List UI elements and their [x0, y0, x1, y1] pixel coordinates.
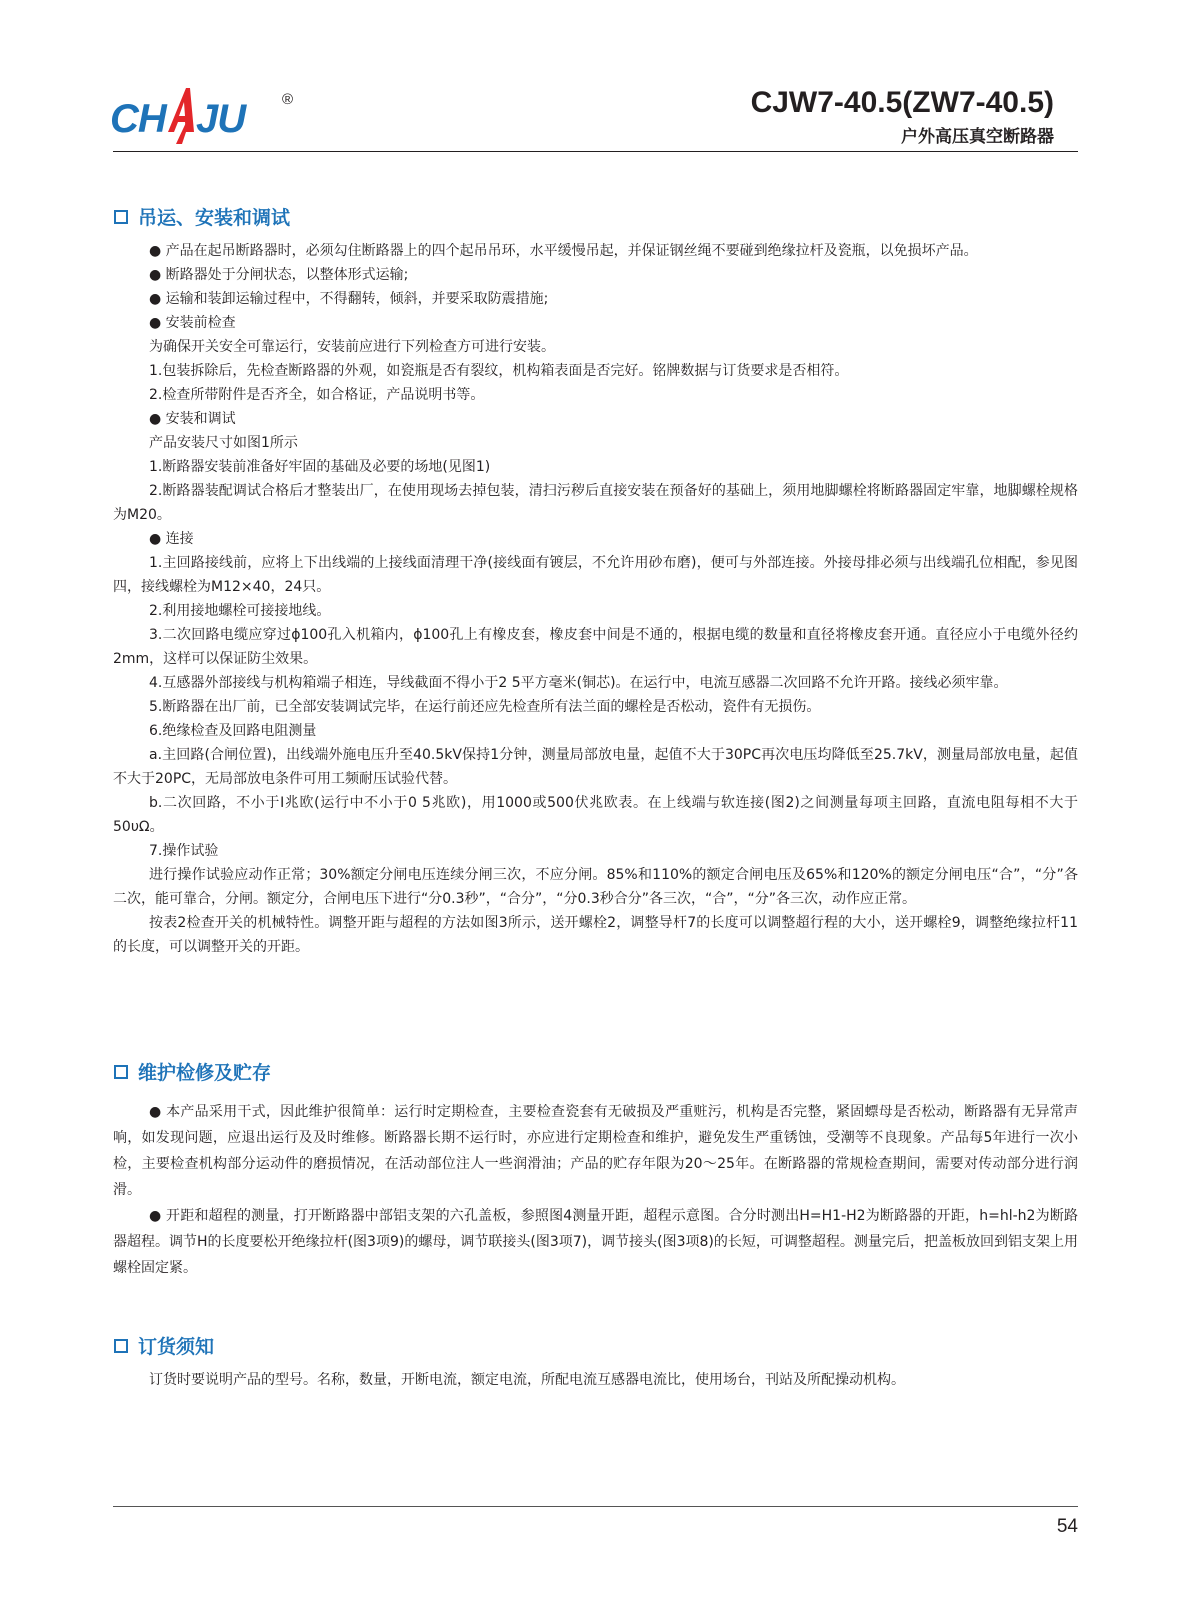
section-title: 订货须知 — [138, 1336, 215, 1358]
section-title: 维护检修及贮存 — [138, 1062, 272, 1084]
section-heading-maintenance — [114, 1058, 271, 1085]
maintenance-section-body — [113, 1099, 1078, 1281]
footer-divider — [113, 1506, 1078, 1507]
paragraph: 进行操作试验应动作正常；30%额定分闸电压连续分闸三次，不应分闸。85%和110%的额定合闸电压及65%和120%的额定分闸电压“合”，“分”各二次，能可靠合，分闸。额定分，合闸电压下进行“分0.3秒”，“合分”，“分0.3秒合分”各三次，“合”，“分”各三次，动作应正常。 — [113, 867, 1078, 907]
paragraph: 1.断路器安装前准备好牢固的基础及必要的场地(见图1) — [149, 459, 491, 475]
paragraph: ● 开距和超程的测量，打开断路器中部铝支架的六孔盖板，参照图4测量开距，超程示意图。合分时测出H=H1-H2为断路器的开距，h=hl-h2为断路器超程。调节H的长度要松开绝缘拉杆(图3项9)的螺母，调节联接头(图3项7)，调节接头(图3项8)的长短，可调整超程。测量完后，把盖板放回到铝支架上用螺栓固定紧。 — [113, 1203, 1078, 1281]
paragraph: ● 产品在起吊断路器时，必须勾住断路器上的四个起吊吊环，水平缓慢吊起，并保证钢丝绳不要碰到绝缘拉杆及瓷瓶，以免损坏产品。 — [113, 239, 1078, 263]
section-title: 吊运、安装和调试 — [138, 207, 291, 229]
chaju-logo — [110, 84, 310, 154]
paragraph: 4.互感器外部接线与机构箱端子相连，导线截面不得小于2 5平方毫米(铜芯)。在运行中，电流互感器二次回路不允许开路。接线必须牢靠。 — [149, 675, 1008, 691]
paragraph: ● 断路器处于分闸状态，以整体形式运输; — [113, 263, 1078, 287]
paragraph: 按表2检查开关的机械特性。调整开距与超程的方法如图3所示，送开螺栓2，调整导杆7的长度可以调整超行程的大小，送开螺栓9，调整绝缘拉杆11的长度，可以调整开关的开距。 — [113, 915, 1078, 955]
paragraph: 2.断路器装配调试合格后才整装出厂，在使用现场去掉包装，清扫污秽后直接安装在预备好的基础上，须用地脚螺栓将断路器固定牢靠，地脚螺栓规格为M20。 — [113, 483, 1078, 523]
paragraph: 5.断路器在出厂前，已全部安装调试完毕，在运行前还应先检查所有法兰面的螺栓是否松动，瓷件有无损伤。 — [149, 699, 821, 715]
paragraph: ● 本产品采用干式，因此维护很简单：运行时定期检查，主要检查瓷套有无破损及严重赃污，机构是否完整，紧固螵母是否松动，断路器有无异常声响，如发现问题，应退出运行及及时维修。断路器长期不运行时，亦应进行定期检查和维护，避免发生严重锈蚀，受潮等不良现象。产品每5年进行一次小检，主要检查机构部分运动件的磨损情况，在活动部位注人一些润滑油；产品的贮存年限为20～25年。在断路器的常规检查期间，需要对传动部分进行润滑。 — [113, 1099, 1078, 1203]
paragraph: ● 运输和装卸运输过程中，不得翻转，倾斜，并要采取防震措施; — [113, 287, 1078, 311]
paragraph: ● 安装前检查 — [113, 311, 1078, 335]
paragraph: 3.二次回路电缆应穿过ϕ100孔入机箱内，ϕ100孔上有橡皮套，橡皮套中间是不通的，根据电缆的数量和直径将橡皮套开通。直径应小于电缆外径约2mm，这样可以保证防尘效果。 — [113, 627, 1078, 667]
paragraph: 为确保开关安全可靠运行，安装前应进行下列检查方可进行安装。 — [149, 339, 555, 355]
page-number: 54 — [1056, 1516, 1078, 1537]
paragraph: 7.操作试验 — [149, 843, 219, 859]
registered-mark: ® — [282, 91, 294, 108]
section-heading-installation — [114, 203, 290, 230]
model-title: CJW7-40.5(ZW7-40.5) — [750, 86, 1054, 119]
paragraph: 1.包装拆除后，先检查断路器的外观，如瓷瓶是否有裂纹，机构箱表面是否完好。铭牌数据与订货要求是否相符。 — [149, 363, 849, 379]
header-divider — [113, 151, 1078, 152]
paragraph: a.主回路(合闸位置)，出线端外施电压升至40.5kV保持1分钟，测量局部放电量，起值不大于30PC再次电压均降低至25.7kV，测量局部放电量，起值不大于20PC，无局部放电条件可用工频耐压试验代替。 — [113, 747, 1078, 787]
section-heading-ordering — [114, 1332, 214, 1359]
logo-mark — [110, 84, 310, 154]
paragraph: 2.检查所带附件是否齐全，如合格证，产品说明书等。 — [149, 387, 485, 403]
paragraph: ● 安装和调试 — [113, 407, 1078, 431]
paragraph: ● 连接 — [113, 527, 1078, 551]
svg-text:JU: JU — [196, 97, 246, 141]
square-icon — [114, 1339, 128, 1353]
paragraph: 1.主回路接线前，应将上下出线端的上接线面清理干净(接线面有镀层，不允许用砂布磨)，便可与外部连接。外接母排必须与出线端孔位相配，参见图四，接线螺栓为M12×40，24只。 — [113, 555, 1078, 595]
installation-section-body — [113, 239, 1078, 959]
paragraph: 2.利用接地螺栓可接接地线。 — [149, 603, 331, 619]
square-icon — [114, 1065, 128, 1079]
paragraph: 订货时要说明产品的型号。名称，数量，开断电流，额定电流，所配电流互感器电流比，使用场台，刊站及所配操动机构。 — [149, 1372, 905, 1388]
product-name: 户外高压真空断路器 — [901, 127, 1054, 147]
paragraph: 6.绝缘检查及回路电阻测量 — [149, 723, 317, 739]
square-icon — [114, 210, 128, 224]
svg-text:CH: CH — [110, 97, 166, 141]
ordering-section-body — [113, 1368, 1078, 1392]
paragraph: b.二次回路，不小于I兆欧(运行中不小于0 5兆欧)，用1000或500伏兆欧表。在上线端与软连接(图2)之间测量每项主回路，直流电阻每相不大于50υΩ。 — [113, 795, 1078, 835]
paragraph: 产品安装尺寸如图1所示 — [149, 435, 298, 451]
